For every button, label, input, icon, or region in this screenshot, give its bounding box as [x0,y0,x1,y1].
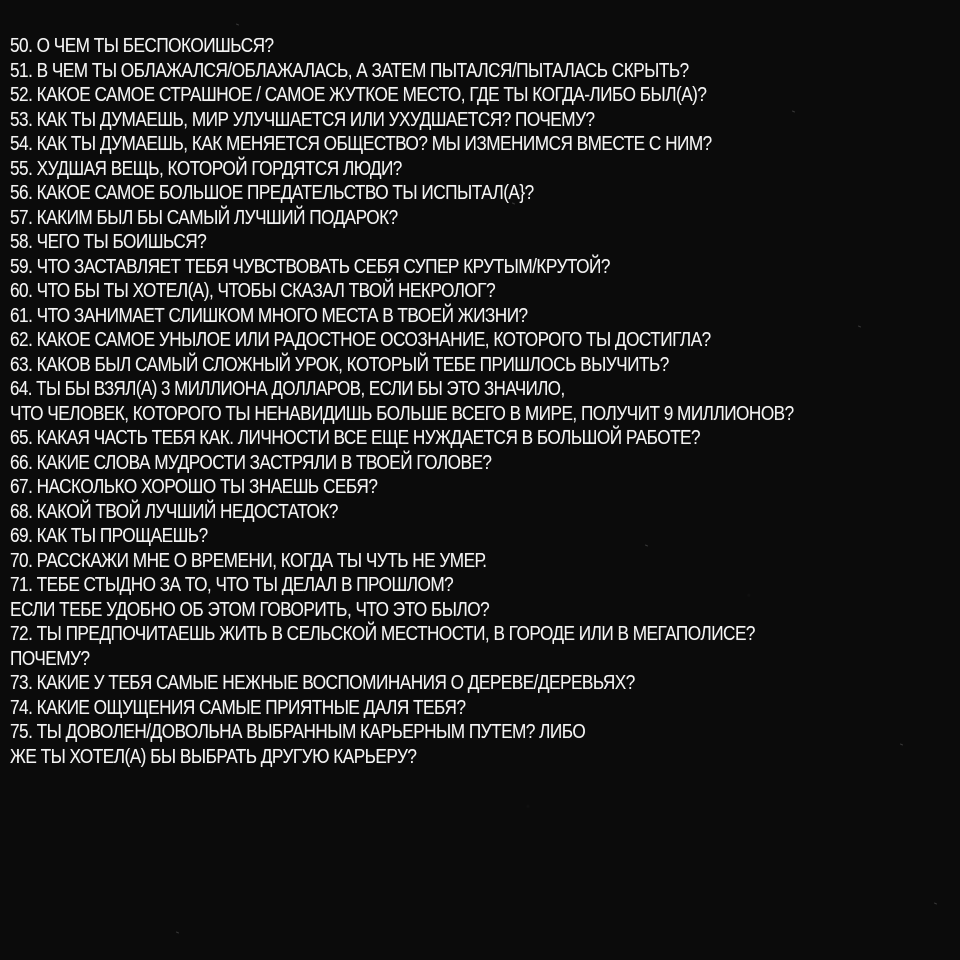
question-continuation-line: ЕСЛИ ТЕБЕ УДОБНО ОБ ЭТОМ ГОВОРИТЬ, ЧТО ЭТО БЫЛО? [10,598,490,621]
question-line: 67. НАСКОЛЬКО ХОРОШО ТЫ ЗНАЕШЬ СЕБЯ? [10,476,378,498]
question-line: 75. ТЫ ДОВОЛЕН/ДОВОЛЬНА ВЫБРАННЫМ КАРЬЕРНЫМ ПУТЕМ? ЛИБО [10,721,586,743]
question-line: 71. ТЕБЕ СТЫДНО ЗА ТО, ЧТО ТЫ ДЕЛАЛ В ПРОШЛОМ? [10,574,454,596]
question-line: 69. КАК ТЫ ПРОЩАЕШЬ? [10,525,208,547]
question-line: 62. КАКОЕ САМОЕ УНЫЛОЕ ИЛИ РАДОСТНОЕ ОСОЗНАНИЕ, КОТОРОГО ТЫ ДОСТИГЛА? [10,329,711,351]
dust-speck [176,931,179,933]
question-line: 50. О ЧЕМ ТЫ БЕСПОКОИШЬСЯ? [10,35,274,57]
question-line: 56. КАКОЕ САМОЕ БОЛЬШОЕ ПРЕДАТЕЛЬСТВО ТЫ ИСПЫТАЛ(А}? [10,182,534,204]
dust-speck [934,902,937,904]
question-line: 66. КАКИЕ СЛОВА МУДРОСТИ ЗАСТРЯЛИ В ТВОЕЙ ГОЛОВЕ? [10,451,492,474]
question-line: 59. ЧТО ЗАСТАВЛЯЕТ ТЕБЯ ЧУВСТВОВАТЬ СЕБЯ СУПЕР КРУТЫМ/КРУТОЙ? [10,255,610,278]
question-line: 70. РАССКАЖИ МНЕ О ВРЕМЕНИ, КОГДА ТЫ ЧУТЬ НЕ УМЕР. [10,549,487,572]
question-line: 73. КАКИЕ У ТЕБЯ САМЫЕ НЕЖНЫЕ ВОСПОМИНАНИЯ О ДЕРЕВЕ/ДЕРЕВЬЯХ? [10,672,635,694]
question-line: 65. КАКАЯ ЧАСТЬ ТЕБЯ КАК. ЛИЧНОСТИ ВСЕ ЕЩЕ НУЖДАЕТСЯ В БОЛЬШОЙ РАБОТЕ? [10,427,701,449]
question-line: 72. ТЫ ПРЕДПОЧИТАЕШЬ ЖИТЬ В СЕЛЬСКОЙ МЕСТНОСТИ, В ГОРОДЕ ИЛИ В МЕГАПОЛИСЕ? [10,623,755,645]
question-line: 63. КАКОВ БЫЛ САМЫЙ СЛОЖНЫЙ УРОК, КОТОРЫЙ ТЕБЕ ПРИШЛОСЬ ВЫУЧИТЬ? [10,353,669,376]
question-line: 68. КАКОЙ ТВОЙ ЛУЧШИЙ НЕДОСТАТОК? [10,500,338,523]
question-line: 60. ЧТО БЫ ТЫ ХОТЕЛ(А), ЧТОБЫ СКАЗАЛ ТВОЙ НЕКРОЛОГ? [10,280,496,302]
dust-speck [236,23,239,25]
question-line: 64. ТЫ БЫ ВЗЯЛ(А) 3 МИЛЛИОНА ДОЛЛАРОВ, ЕСЛИ БЫ ЭТО ЗНАЧИЛО, [10,378,565,400]
question-line: 54. КАК ТЫ ДУМАЕШЬ, КАК МЕНЯЕТСЯ ОБЩЕСТВО? МЫ ИЗМЕНИМСЯ ВМЕСТЕ С НИМ? [10,133,712,155]
question-line: 55. ХУДШАЯ ВЕЩЬ, КОТОРОЙ ГОРДЯТСЯ ЛЮДИ? [10,157,402,180]
questions-list [10,34,955,769]
question-continuation-line: ЖЕ ТЫ ХОТЕЛ(А) БЫ ВЫБРАТЬ ДРУГУЮ КАРЬЕРУ? [10,745,417,768]
question-continuation-line: ПОЧЕМУ? [10,647,90,670]
question-line: 61. ЧТО ЗАНИМАЕТ СЛИШКОМ МНОГО МЕСТА В ТВОЕЙ ЖИЗНИ? [10,304,528,327]
question-line: 74. КАКИЕ ОЩУЩЕНИЯ САМЫЕ ПРИЯТНЫЕ ДАЛЯ ТЕБЯ? [10,696,466,719]
question-continuation-line: ЧТО ЧЕЛОВЕК, КОТОРОГО ТЫ НЕНАВИДИШЬ БОЛЬШЕ ВСЕГО В МИРЕ, ПОЛУЧИТ 9 МИЛЛИОНОВ? [10,402,794,425]
question-line: 51. В ЧЕМ ТЫ ОБЛАЖАЛСЯ/ОБЛАЖАЛАСЬ, А ЗАТЕМ ПЫТАЛСЯ/ПЫТАЛАСЬ СКРЫТЬ? [10,59,689,82]
question-line: 52. КАКОЕ САМОЕ СТРАШНОЕ / САМОЕ ЖУТКОЕ МЕСТО, ГДЕ ТЫ КОГДА-ЛИБО БЫЛ(А)? [10,84,707,106]
question-line: 58. ЧЕГО ТЫ БОИШЬСЯ? [10,231,207,253]
question-line: 53. КАК ТЫ ДУМАЕШЬ, МИР УЛУЧШАЕТСЯ ИЛИ УХУДШАЕТСЯ? ПОЧЕМУ? [10,108,595,131]
question-line: 57. КАКИМ БЫЛ БЫ САМЫЙ ЛУЧШИЙ ПОДАРОК? [10,206,398,229]
